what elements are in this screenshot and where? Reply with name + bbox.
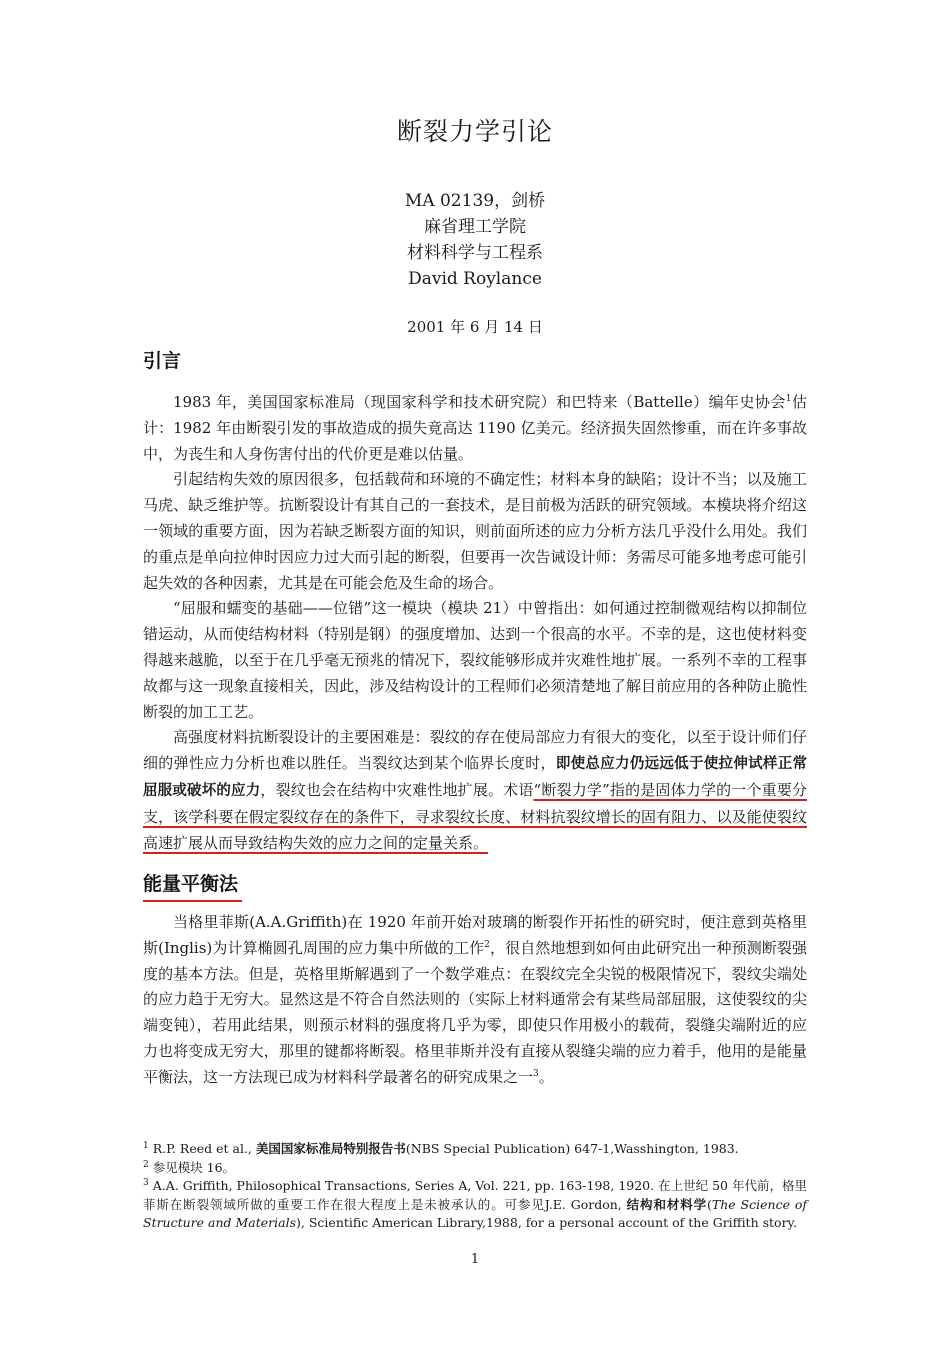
footnote	[143, 1159, 807, 1178]
energy-balance-body	[143, 910, 807, 1091]
paragraph-text: 。	[538, 1067, 554, 1086]
author-name: David Roylance	[408, 269, 542, 289]
footnote-ref[interactable]: 2	[484, 939, 490, 950]
paragraph-text: ，裂纹也会在结构中灾难性地扩展。术语	[260, 780, 534, 799]
paragraph	[143, 390, 807, 467]
footnote	[143, 1177, 807, 1233]
bold-emphasis: 即使总应力仍远远低于使拉伸试样正常屈服或破坏的应力	[143, 756, 807, 799]
footnote-title: 美国国家标准局特别报告书	[255, 1141, 406, 1156]
footnote-text: (	[707, 1196, 712, 1212]
paragraph-text: ，很自然地想到如何由此研究出一种预测断裂强度的基本方法。但是，英格里斯解遇到了一个数学难点：在裂纹完全尖锐的极限情况下，裂纹尖端处的应力趋于无穷大。显然这是不符合自然法则的（实际上材料通常会有某些局部屈服，这使裂纹的尖端变钝），若用此结果，则预示材料的强度将几乎为零，即使只作用极小的载荷，裂缝尖端附近的应力也将变成无穷大，那里的键都将断裂。格里菲斯并没有直接从裂缝尖端的应力着手，他用的是能量平衡法，这一方法现已成为材料科学最著名的研究成果之一	[143, 938, 807, 1086]
introduction-body	[143, 390, 807, 856]
footnote-mark: 2	[143, 1159, 149, 1170]
paragraph	[143, 725, 807, 856]
section-heading-introduction: 引言	[143, 350, 182, 372]
footnotes	[143, 1140, 807, 1233]
footnote-text: A.A. Griffith, Philosophical Transactions, Series A, Vol. 221, pp. 163-198, 1920. 在上世纪 50 年代前，格里菲斯在断裂领域所做的重要工作在很大程度上是未被承认的。可参见J.E. Gordon,	[143, 1178, 807, 1212]
footnote-mark: 3	[143, 1177, 149, 1188]
footnote-text: R.P. Reed et al.,	[148, 1141, 256, 1156]
footnote-title: 结构和材料学	[626, 1196, 708, 1212]
footnote-text: ), Scientific American Library,1988, for a personal account of the Griffith story.	[296, 1215, 797, 1230]
publication-date: 2001 年 6 月 14 日	[407, 318, 543, 336]
paragraph-text: 1983 年，美国国家标准局（现国家科学和技术研究院）和巴特来（Battelle）编年史协会	[173, 393, 786, 411]
section-heading-energy-balance	[143, 869, 238, 896]
paragraph-text: 高强度材料抗断裂设计的主要困难是：裂纹的存在使局部应力有很大的变化，以至于设计师们仔细的弹性应力分析也难以胜任。当裂纹达到某个临界长度时，	[143, 728, 807, 773]
footnote-text: (NBS Special Publication) 647-1,Wasshington, 1983.	[405, 1141, 739, 1156]
author-institute: 麻省理工学院	[424, 217, 526, 237]
paragraph: 引起结构失效的原因很多，包括载荷和环境的不确定性；材料本身的缺陷；设计不当；以及施工马虎、缺乏维护等。抗断裂设计有其自己的一套技术，是目前极为活跃的研究领域。本模块将介绍这一领域的重要方面，因为若缺乏断裂方面的知识，则前面所述的应力分析方法几乎没什么用处。我们的重点是单向拉伸时因应力过大而引起的断裂，但要再一次告诫设计师：务需尽可能多地考虑可能引起失效的各种因素，尤其是在可能会危及生命的场合。	[143, 470, 807, 592]
paragraph-text: 估计：1982 年由断裂引发的事故造成的损失竟高达 1190 亿美元。经济损失固然惨重，而在许多事故中，为丧生和人身伤害付出的代价更是难以估量。	[143, 393, 807, 463]
heading-underline	[143, 900, 242, 902]
paragraph	[143, 910, 807, 1091]
author-department: 材料科学与工程系	[407, 243, 543, 263]
footnote-italic-title: The Science of Structure and Materials	[143, 1196, 807, 1230]
paragraph-text: 当格里菲斯(A.A.Griffith)在 1920 年前开始对玻璃的断裂作开拓性的研究时，便注意到英格里斯(Inglis)为计算椭圆孔周围的应力集中所做的工作	[143, 913, 807, 957]
author-block	[0, 188, 950, 292]
footnote-mark: 1	[143, 1140, 149, 1151]
highlighted-definition: “断裂力学”指的是固体力学的一个重要分支，该学科要在假定裂纹存在的条件下，寻求裂纹长度、材料抗裂纹增长的固有阻力、以及能使裂纹高速扩展从而导致结构失效的应力之间的定量关系。	[143, 780, 807, 852]
footnote	[143, 1140, 807, 1159]
page-title: 断裂力学引论	[396, 117, 553, 146]
section-heading-text: 能量平衡法	[143, 873, 239, 895]
author-address: MA 02139，剑桥	[404, 191, 546, 211]
footnote-text: 参见模块 16。	[148, 1159, 236, 1175]
footnote-ref[interactable]: 1	[785, 394, 792, 404]
footnote-ref[interactable]: 3	[533, 1068, 539, 1079]
paragraph: “屈服和蠕变的基础——位错”这一模块（模块 21）中曾指出：如何通过控制微观结构以抑制位错运动，从而使结构材料（特别是钢）的强度增加、达到一个很高的水平。不幸的是，这也使材料变得越来越脆，以至于在几乎毫无预兆的情况下，裂纹能够形成并灾难性地扩展。一系列不幸的工程事故都与这一现象直接相关，因此，涉及结构设计的工程师们必须清楚地了解目前应用的各种防止脆性断裂的加工工艺。	[143, 599, 807, 721]
page-number: 1	[470, 1252, 480, 1267]
